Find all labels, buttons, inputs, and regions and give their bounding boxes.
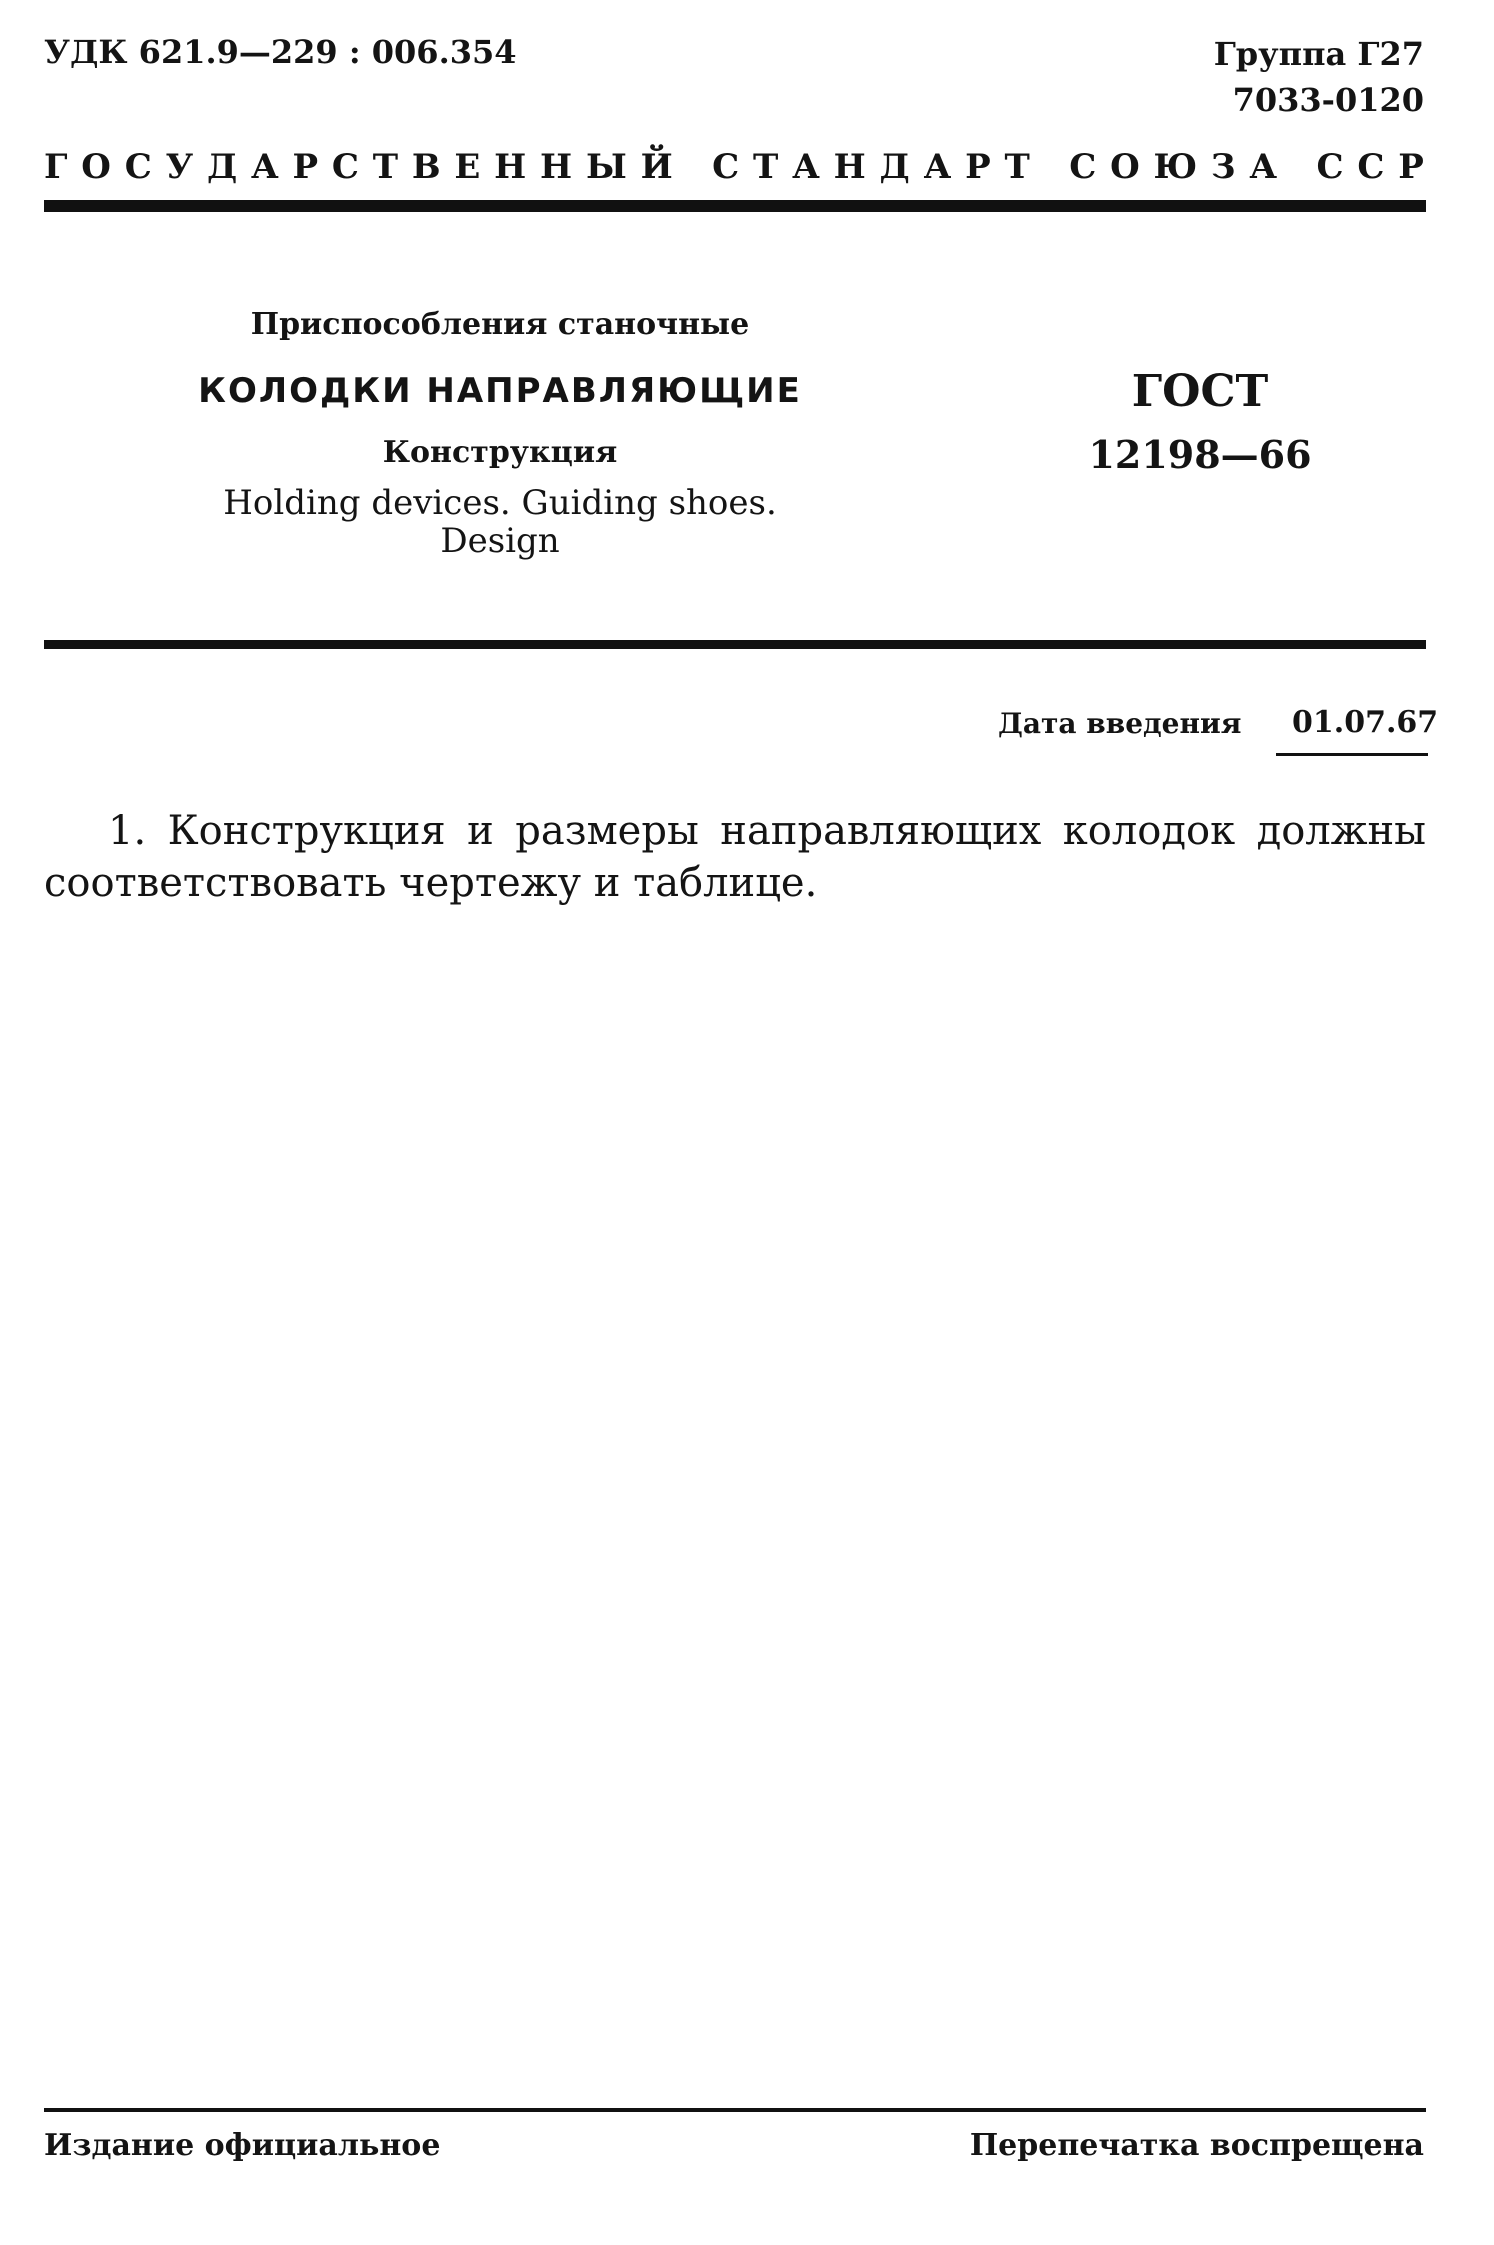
intro-date-underline: [1276, 753, 1428, 756]
classification-code: 7033-0120: [1232, 81, 1424, 119]
heading-letter: Д: [206, 147, 238, 187]
reprint-note: Перепечатка воспрещена: [969, 2128, 1424, 2163]
intro-date-value: 01.07.67: [1292, 705, 1439, 740]
group-code: Группа Г27: [1213, 35, 1424, 73]
heading-letter: Н: [833, 147, 866, 187]
heading-letter: Н: [540, 147, 573, 187]
heading-letter: С: [124, 147, 152, 187]
body-paragraph-1: 1. Конструкция и размеры направляющих колодок должны соответствовать чертежу и таблице.: [44, 808, 1426, 906]
heading-letter: С: [1316, 147, 1344, 187]
subtitle-ru: Приспособления станочные: [250, 307, 750, 342]
gost-label: ГОСТ: [1131, 366, 1269, 417]
heading-space: [1044, 150, 1056, 184]
heading-letter: В: [411, 147, 441, 187]
heading-letter: Д: [879, 147, 910, 187]
heading-letter: Т: [753, 147, 779, 187]
header-divider: [44, 200, 1426, 212]
heading-letter: С: [331, 147, 359, 187]
heading-space: [687, 150, 699, 184]
heading-space: [1291, 150, 1303, 184]
heading-letter: У: [165, 147, 194, 187]
intro-date-label: Дата введения: [998, 707, 1242, 740]
heading-letter: О: [81, 147, 111, 187]
heading-letter: Р: [965, 147, 991, 187]
heading-letter: А: [250, 147, 279, 187]
heading-letter: С: [1357, 147, 1385, 187]
heading-letter: Н: [494, 147, 527, 187]
heading-letter: Р: [292, 147, 319, 187]
heading-letter: З: [1211, 147, 1236, 187]
design-ru: Конструкция: [382, 435, 618, 470]
heading-letter: Т: [1004, 147, 1030, 187]
title-en: Holding devices. Guiding shoes. Design: [223, 483, 777, 561]
gost-number: 12198—66: [1088, 432, 1312, 477]
heading-letter: Г: [44, 147, 68, 187]
heading-letter: Р: [1398, 147, 1424, 187]
heading-letter: С: [712, 147, 740, 187]
heading-letter: Й: [640, 147, 673, 187]
heading-letter: А: [923, 147, 952, 187]
title-divider: [44, 640, 1426, 649]
edition-note: Издание официальное: [44, 2128, 441, 2163]
gost-block: [1060, 366, 1340, 477]
title-block: [180, 307, 820, 561]
heading-letter: Е: [454, 147, 481, 187]
heading-letter: Т: [372, 147, 399, 187]
title-ru: КОЛОДКИ НАПРАВЛЯЮЩИЕ: [198, 371, 802, 411]
heading-letter: С: [1069, 147, 1097, 187]
heading-letter: О: [1110, 147, 1140, 187]
heading-letter: Ю: [1153, 147, 1198, 187]
state-standard-heading: [44, 147, 1424, 187]
heading-letter: А: [1249, 147, 1278, 187]
heading-letter: Ы: [585, 147, 627, 187]
udk-code: УДК 621.9—229 : 006.354: [44, 33, 517, 71]
heading-letter: А: [792, 147, 820, 187]
footer-divider: [44, 2108, 1426, 2112]
